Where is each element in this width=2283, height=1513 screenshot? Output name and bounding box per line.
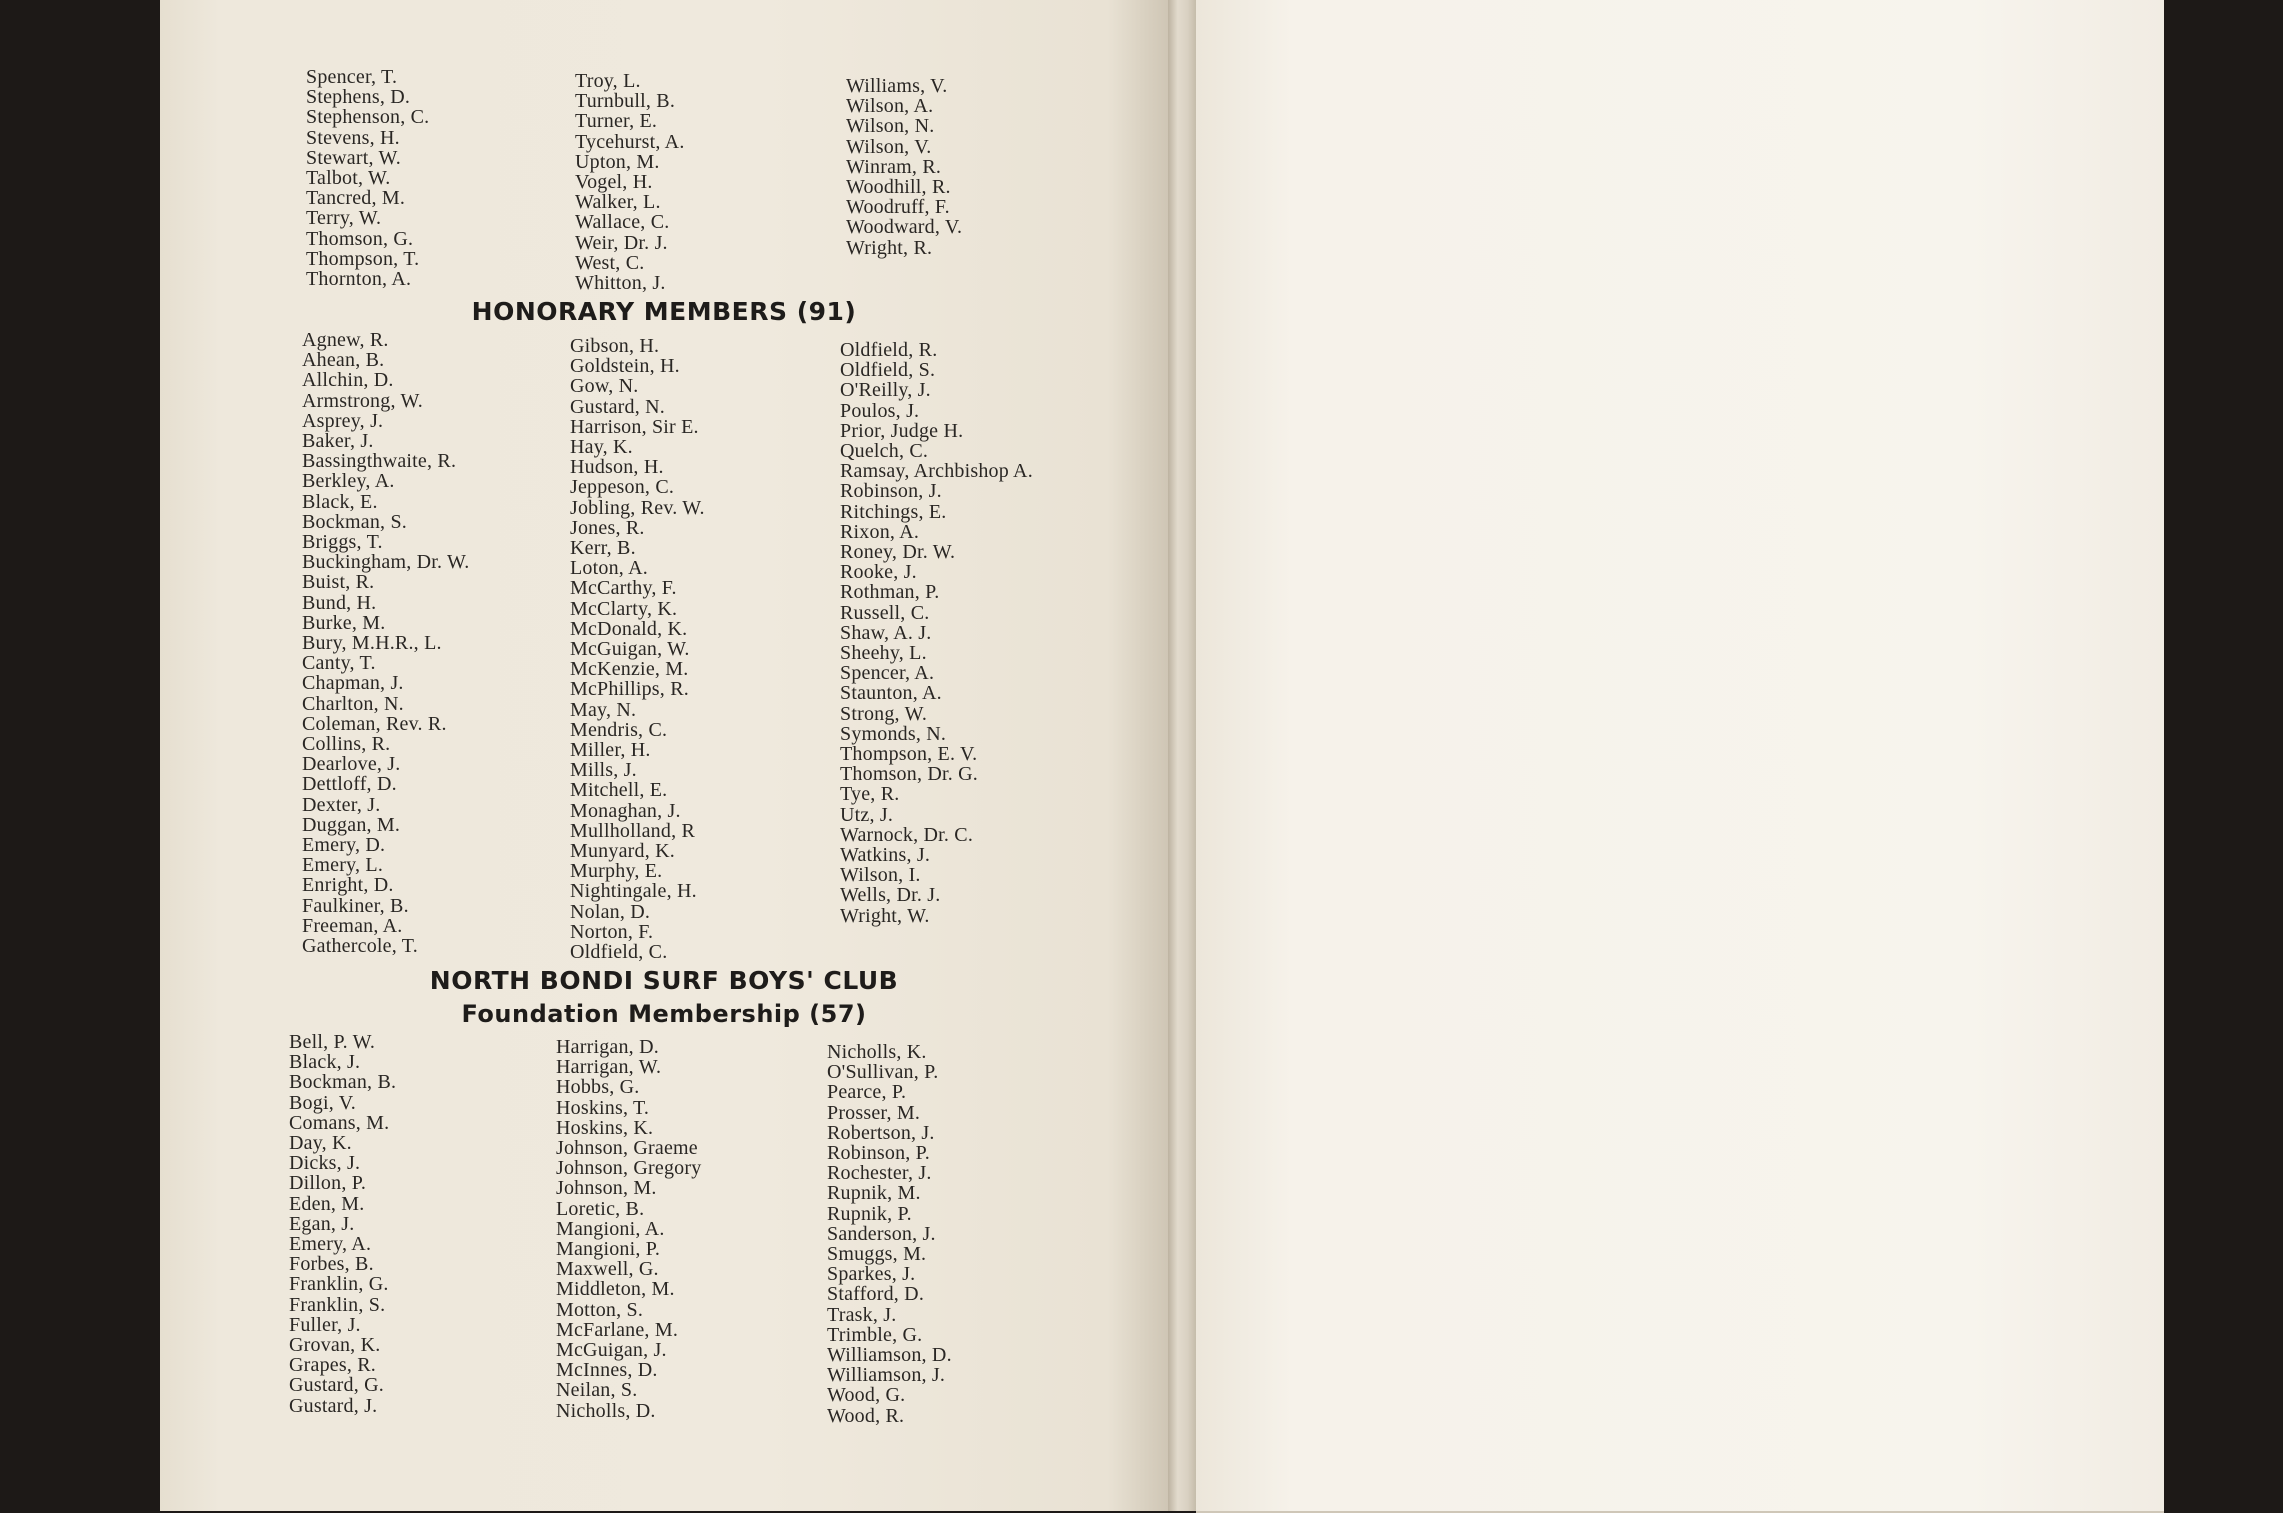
- member-name: Nolan, D.: [570, 900, 651, 923]
- member-name: Armstrong, W.: [302, 389, 423, 412]
- member-name: Vogel, H.: [575, 171, 653, 194]
- member-name: Emery, D.: [302, 834, 386, 857]
- member-name: Grapes, R.: [289, 1354, 376, 1377]
- members-column-3: [846, 76, 962, 258]
- member-name: Black, J.: [289, 1051, 361, 1074]
- member-name: Oldfield, R.: [840, 339, 938, 361]
- member-name: Bockman, S.: [302, 510, 407, 533]
- member-name: Chapman, J.: [302, 672, 404, 695]
- member-name: Buist, R.: [302, 571, 375, 594]
- member-name: Dexter, J.: [302, 793, 381, 816]
- member-name: West, C.: [575, 251, 645, 274]
- member-name: Hudson, H.: [570, 456, 664, 479]
- member-name: Whitton, J.: [575, 272, 666, 295]
- member-name: Neilan, S.: [556, 1379, 638, 1402]
- member-name: Hay, K.: [570, 436, 633, 459]
- member-name: Tancred, M.: [306, 187, 406, 210]
- member-name: Sanderson, J.: [827, 1222, 936, 1245]
- member-name: Smuggs, M.: [827, 1243, 927, 1266]
- member-name: Trask, J.: [827, 1303, 897, 1326]
- member-name: Dicks, J.: [289, 1152, 361, 1175]
- member-name: Forbes, B.: [289, 1253, 374, 1276]
- member-name: Mills, J.: [570, 759, 637, 782]
- member-name: McGuigan, J.: [556, 1339, 667, 1362]
- member-name: Thornton, A.: [306, 268, 412, 291]
- member-name: O'Reilly, J.: [840, 379, 931, 402]
- member-name: Woodward, V.: [846, 216, 963, 239]
- honorary-column-1: [302, 330, 470, 956]
- member-name: Williamson, J.: [827, 1364, 946, 1387]
- member-name: Bell, P. W.: [289, 1031, 376, 1053]
- member-name: Upton, M.: [575, 150, 660, 173]
- member-name: Gustard, G.: [289, 1374, 384, 1397]
- member-name: Thompson, E. V.: [840, 743, 978, 766]
- member-name: Prosser, M.: [827, 1101, 921, 1124]
- member-name: Harrigan, W.: [556, 1056, 662, 1079]
- member-name: Robertson, J.: [827, 1121, 935, 1144]
- member-name: Sparkes, J.: [827, 1263, 916, 1286]
- member-name: Middleton, M.: [556, 1278, 675, 1301]
- member-name: Loton, A.: [570, 557, 648, 580]
- member-name: Nightingale, H.: [570, 880, 697, 903]
- member-name: Rochester, J.: [827, 1162, 932, 1185]
- member-name: Williamson, D.: [827, 1344, 952, 1367]
- member-name: Hoskins, T.: [556, 1096, 650, 1119]
- member-name: McCarthy, F.: [570, 577, 677, 600]
- member-name: Wood, R.: [827, 1404, 905, 1427]
- member-name: Bury, M.H.R., L.: [302, 632, 442, 655]
- member-name: Stewart, W.: [306, 146, 401, 169]
- member-name: Comans, M.: [289, 1111, 390, 1134]
- member-name: Allchin, D.: [302, 369, 394, 392]
- member-name: Harrigan, D.: [556, 1036, 659, 1058]
- member-name: Stephenson, C.: [306, 106, 430, 129]
- member-name: McGuigan, W.: [570, 638, 690, 661]
- member-name: Kerr, B.: [570, 537, 636, 560]
- member-name: Grovan, K.: [289, 1334, 381, 1357]
- member-name: Rupnik, M.: [827, 1182, 921, 1205]
- member-name: Dearlove, J.: [302, 753, 401, 776]
- member-name: May, N.: [570, 698, 637, 721]
- member-name: Sheehy, L.: [840, 642, 927, 665]
- member-name: Motton, S.: [556, 1298, 644, 1321]
- member-name: Stafford, D.: [827, 1283, 925, 1306]
- member-name: Mangioni, P.: [556, 1238, 661, 1261]
- member-name: Ramsay, Archbishop A.: [840, 460, 1033, 483]
- member-name: Warnock, Dr. C.: [840, 823, 974, 846]
- member-name: Talbot, W.: [306, 167, 391, 190]
- member-name: Wright, W.: [840, 904, 930, 927]
- honorary-column-3: [840, 340, 1033, 926]
- member-name: Stephens, D.: [306, 86, 411, 109]
- member-name: Pearce, P.: [827, 1081, 907, 1104]
- member-name: Trimble, G.: [827, 1323, 923, 1346]
- member-name: Utz, J.: [840, 803, 894, 826]
- member-name: Watkins, J.: [840, 844, 931, 867]
- member-name: Black, E.: [302, 490, 378, 513]
- member-name: Eden, M.: [289, 1192, 365, 1215]
- member-name: Maxwell, G.: [556, 1258, 659, 1281]
- member-name: Rixon, A.: [840, 520, 920, 543]
- member-name: O'Sullivan, P.: [827, 1061, 939, 1084]
- member-name: Stevens, H.: [306, 126, 400, 149]
- member-name: Gibson, H.: [570, 335, 660, 357]
- member-name: Nicholls, K.: [827, 1041, 927, 1063]
- honorary-members-heading: HONORARY MEMBERS (91): [471, 297, 857, 326]
- member-name: Burke, M.: [302, 611, 386, 634]
- member-name: Robinson, P.: [827, 1142, 930, 1165]
- member-name: Jobling, Rev. W.: [570, 496, 705, 519]
- book-spread: [160, 0, 2164, 1511]
- member-name: Troy, L.: [575, 70, 641, 92]
- member-name: Freeman, A.: [302, 914, 403, 937]
- members-column-1: [306, 67, 429, 289]
- member-name: Staunton, A.: [840, 682, 942, 705]
- member-name: Baker, J.: [302, 430, 374, 453]
- member-name: Spencer, T.: [306, 66, 398, 88]
- member-name: Berkley, A.: [302, 470, 395, 493]
- member-name: Wilson, I.: [840, 864, 921, 887]
- member-name: Roney, Dr. W.: [840, 541, 956, 564]
- member-name: Tye, R.: [840, 783, 900, 806]
- member-name: Johnson, Graeme: [556, 1137, 698, 1160]
- foundation-membership-heading: Foundation Membership (57): [461, 1000, 867, 1028]
- member-name: Rooke, J.: [840, 561, 917, 584]
- member-name: Bogi, V.: [289, 1091, 357, 1114]
- boys-club-column-3: [827, 1042, 952, 1426]
- member-name: Turnbull, B.: [575, 90, 676, 113]
- member-name: Prior, Judge H.: [840, 419, 964, 442]
- member-name: Faulkiner, B.: [302, 894, 409, 917]
- boys-club-column-2: [556, 1037, 701, 1421]
- member-name: McPhillips, R.: [570, 678, 689, 701]
- member-name: Mullholland, R: [570, 819, 696, 842]
- member-name: McFarlane, M.: [556, 1318, 679, 1341]
- member-name: McDonald, K.: [570, 617, 688, 640]
- member-name: Goldstein, H.: [570, 355, 680, 378]
- member-name: Wallace, C.: [575, 211, 670, 234]
- member-name: Johnson, Gregory: [556, 1157, 702, 1180]
- member-name: Monaghan, J.: [570, 799, 681, 822]
- member-name: Wilson, N.: [846, 115, 935, 138]
- member-name: Tycehurst, A.: [575, 130, 685, 153]
- member-name: Oldfield, S.: [840, 359, 936, 382]
- member-name: Russell, C.: [840, 601, 930, 624]
- member-name: Oldfield, C.: [570, 941, 668, 964]
- member-name: Winram, R.: [846, 155, 942, 178]
- member-name: Bassingthwaite, R.: [302, 450, 457, 473]
- member-name: Thomson, Dr. G.: [840, 763, 978, 786]
- book-gutter: [1168, 0, 1196, 1511]
- member-name: Jeppeson, C.: [570, 476, 675, 499]
- boys-club-heading: NORTH BONDI SURF BOYS' CLUB: [429, 966, 899, 995]
- member-name: Woodruff, F.: [846, 196, 950, 219]
- member-name: Bockman, B.: [289, 1071, 397, 1094]
- member-name: Murphy, E.: [570, 860, 663, 883]
- member-name: Rothman, P.: [840, 581, 940, 604]
- member-name: Norton, F.: [570, 920, 654, 943]
- member-name: Emery, L.: [302, 854, 384, 877]
- member-name: Collins, R.: [302, 733, 391, 756]
- member-name: Day, K.: [289, 1132, 352, 1155]
- member-name: McClarty, K.: [570, 597, 678, 620]
- member-name: Shaw, A. J.: [840, 621, 932, 644]
- member-name: Woodhill, R.: [846, 176, 951, 199]
- member-name: Wright, R.: [846, 236, 933, 259]
- member-name: Thompson, T.: [306, 247, 420, 270]
- member-name: Terry, W.: [306, 207, 382, 230]
- member-name: Hoskins, K.: [556, 1116, 654, 1139]
- member-name: Munyard, K.: [570, 840, 675, 863]
- member-name: Loretic, B.: [556, 1197, 645, 1220]
- member-name: Robinson, J.: [840, 480, 942, 503]
- member-name: McInnes, D.: [556, 1359, 658, 1382]
- member-name: Weir, Dr. J.: [575, 231, 668, 254]
- members-column-2: [575, 71, 685, 293]
- member-name: Ahean, B.: [302, 349, 385, 372]
- member-name: Bund, H.: [302, 591, 377, 614]
- member-name: Emery, A.: [289, 1233, 372, 1256]
- member-name: Thomson, G.: [306, 227, 414, 250]
- member-name: Coleman, Rev. R.: [302, 712, 447, 735]
- member-name: Harrison, Sir E.: [570, 415, 699, 438]
- member-name: Spencer, A.: [840, 662, 935, 685]
- member-name: Franklin, S.: [289, 1293, 386, 1316]
- member-name: Wilson, A.: [846, 95, 934, 118]
- member-name: Enright, D.: [302, 874, 394, 897]
- member-name: Mendris, C.: [570, 718, 668, 741]
- member-name: Ritchings, E.: [840, 500, 947, 523]
- member-name: Duggan, M.: [302, 813, 401, 836]
- member-name: Asprey, J.: [302, 409, 384, 432]
- member-name: Hobbs, G.: [556, 1076, 640, 1099]
- member-name: Agnew, R.: [302, 329, 389, 351]
- member-name: McKenzie, M.: [570, 658, 689, 681]
- member-name: Gow, N.: [570, 375, 639, 398]
- member-name: Gustard, N.: [570, 395, 665, 418]
- member-name: Johnson, M.: [556, 1177, 657, 1200]
- member-name: Gathercole, T.: [302, 935, 418, 958]
- member-name: Wilson, V.: [846, 135, 932, 158]
- left-page: [160, 0, 1169, 1511]
- member-name: Strong, W.: [840, 702, 928, 725]
- member-name: Miller, H.: [570, 739, 651, 762]
- boys-club-column-1: [289, 1032, 396, 1416]
- member-name: Nicholls, D.: [556, 1399, 656, 1422]
- member-name: Rupnik, P.: [827, 1202, 912, 1225]
- member-name: Buckingham, Dr. W.: [302, 551, 470, 574]
- member-name: Quelch, C.: [840, 440, 929, 463]
- right-page-blank: [1196, 0, 2164, 1513]
- member-name: Charlton, N.: [302, 692, 404, 715]
- member-name: Canty, T.: [302, 652, 376, 675]
- member-name: Walker, L.: [575, 191, 661, 214]
- honorary-column-2: [570, 336, 705, 962]
- member-name: Poulos, J.: [840, 399, 920, 422]
- member-name: Gustard, J.: [289, 1394, 378, 1417]
- member-name: Mangioni, A.: [556, 1217, 665, 1240]
- member-name: Wells, Dr. J.: [840, 884, 941, 907]
- member-name: Briggs, T.: [302, 531, 383, 554]
- member-name: Jones, R.: [570, 516, 645, 539]
- member-name: Turner, E.: [575, 110, 658, 133]
- member-name: Dettloff, D.: [302, 773, 397, 796]
- member-name: Fuller, J.: [289, 1313, 361, 1336]
- member-name: Egan, J.: [289, 1212, 355, 1235]
- member-name: Dillon, P.: [289, 1172, 367, 1195]
- member-name: Mitchell, E.: [570, 779, 668, 802]
- member-name: Williams, V.: [846, 75, 948, 97]
- member-name: Wood, G.: [827, 1384, 906, 1407]
- member-name: Franklin, G.: [289, 1273, 389, 1296]
- member-name: Symonds, N.: [840, 722, 947, 745]
